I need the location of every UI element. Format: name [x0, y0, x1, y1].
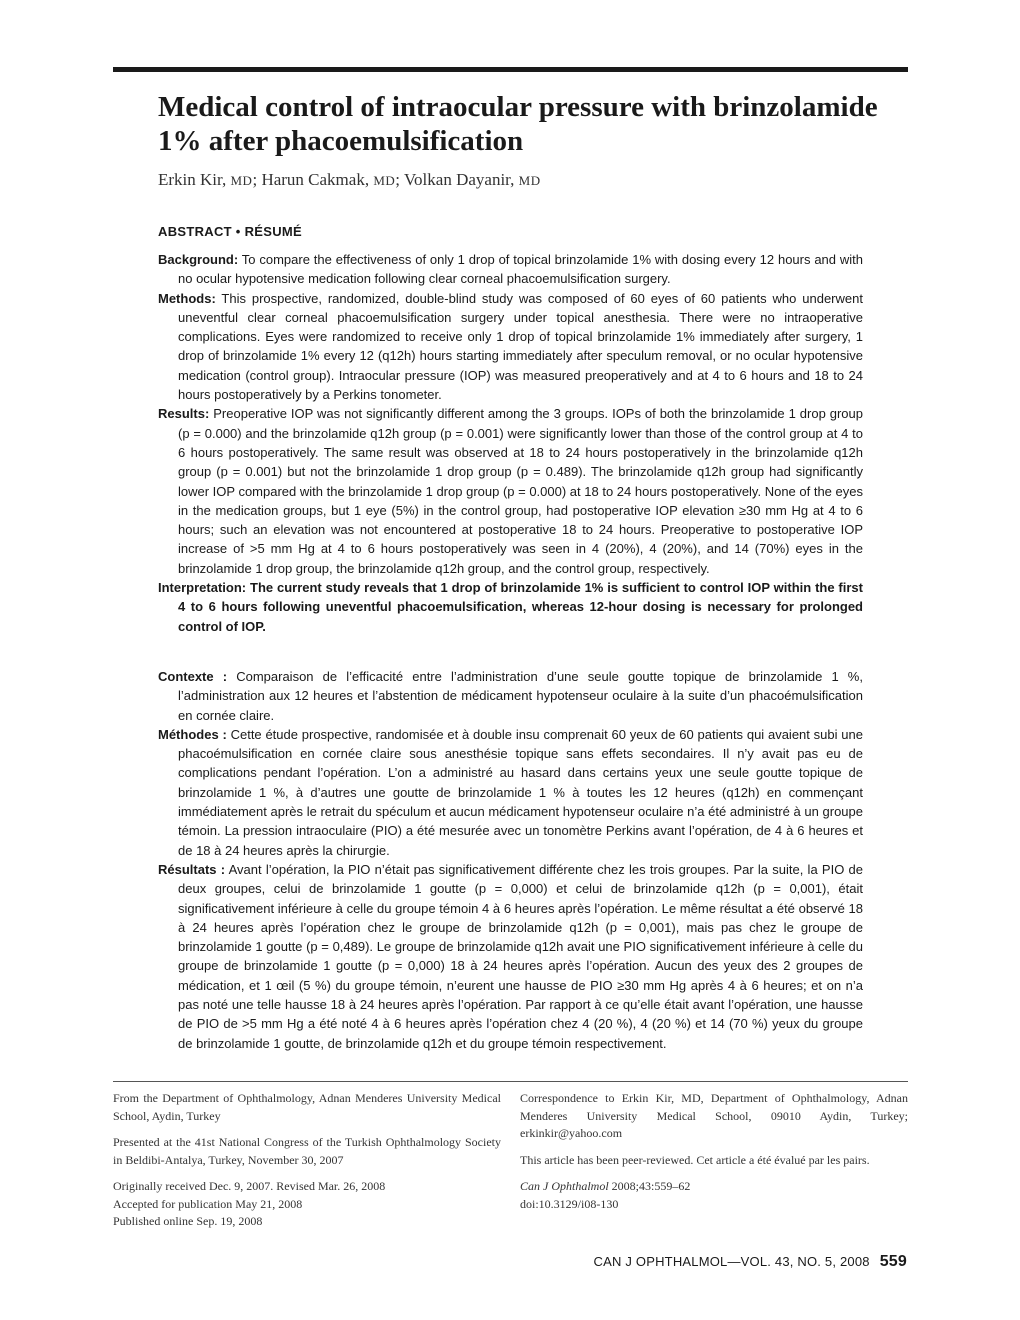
author-name: Volkan Dayanir,	[403, 170, 515, 189]
affiliation-note: From the Department of Ophthalmology, Adnan Menderes University Medical School, Aydin, Turkey	[113, 1091, 501, 1123]
section-text: Avant l’opération, la PIO n’était pas significativement différente chez les trois groupes. Par la suite, la PIO de deux groupes, celui de brinzolamide 1 goutte (p = 0,000) et celui de brinzolamide q12h (p = 0,001), était significativement inférieure à celle du groupe témoin 4 à 6 heures après l’opération. Le même résultat a été observé 18 à 24 heures après l’opération chez le groupe de brinzolamide q12h (p = 0,001), mais pas chez le groupe de brinzolamide 1 goutte (p = 0,489). Le groupe de brinzolamide q12h avait une PIO significativement inférieure à celle du groupe de brinzolamide 1 goutte (p = 0,000) 18 à 24 heures après l’opération. Aucun des yeux des 2 groupes de médication, et 1 œil (5 %) du groupe témoin, n’eurent une hausse de PIO ≥30 mm Hg après 4 à 6 heures; et on n’a pas noté une telle hausse 18 à 24 heures après l’opération. Par rapport à ce qu’elle était avant l’opération, une hausse de PIO de >5 mm Hg a été noté 4 à 6 heures après l’opération chez 4 (20 %), 4 (20 %) et 14 (70 %) yeux du groupe de brinzolamide 1 goutte, de brinzolamide q12h et du groupe témoin respectivement.	[178, 861, 863, 1051]
section-label: Méthodes :	[158, 726, 227, 742]
top-rule	[113, 67, 908, 72]
author-degree: MD	[518, 173, 541, 188]
published-date: Published online Sep. 19, 2008	[113, 1214, 263, 1228]
abstract-background	[158, 250, 863, 289]
resume-resultats	[158, 860, 863, 1053]
section-text: To compare the effectiveness of only 1 drop of topical brinzolamide 1% with dosing every 12 hours and with no ocular hypotensive medication following clear corneal phacoemulsification surgery.	[178, 252, 863, 287]
section-label: Contexte :	[158, 669, 228, 684]
resume-methodes	[158, 725, 863, 860]
author-list	[158, 170, 541, 190]
footnote-rule	[113, 1081, 908, 1082]
citation: 2008;43:559–62	[611, 1179, 691, 1193]
author-name: Harun Cakmak,	[261, 170, 370, 189]
footnotes-right	[520, 1090, 908, 1213]
page-number: 559	[879, 1253, 907, 1270]
journal-volume: CAN J OPHTHALMOL—VOL. 43, NO. 5, 2008	[593, 1254, 870, 1269]
section-text: This prospective, randomized, double-blind study was composed of 60 eyes of 60 patients who underwent uneventful clear corneal phacoemulsification surgery under topical anesthesia. There were no intraoperative complications. Eyes were randomized to receive only 1 drop of topical brinzolamide 1% immediately after surgery, 1 drop of brinzolamide 1% every 12 (q12h) hours starting immediately after speculum removal, or no ocular hypotensive medication (control group). Intraocular pressure (IOP) was measured preoperatively and at 4 to 6 hours and 18 to 24 hours postoperatively by a Perkins tonometer.	[178, 290, 863, 403]
peer-review-note: This article has been peer-reviewed. Cet article a été évalué par les pairs.	[520, 1152, 870, 1167]
author-separator: ;	[252, 170, 258, 189]
running-footer	[594, 1253, 907, 1271]
section-label: Interpretation:	[158, 580, 247, 596]
journal-abbrev: Can J Ophthalmol	[520, 1179, 609, 1193]
footnotes-left	[113, 1090, 501, 1231]
section-text: Cette étude prospective, randomisée et à double insu comprenait 60 yeux de 60 patients qui avaient subi une phacoémulsification en cornée claire sous anesthésie topique sans effets secondaires. Il n’y avait pas eu de complications pendant l’opération. L’on a administré au hasard dans certains yeux une seule goutte topique de brinzolamide 1 %, à d’autres une goutte de brinzolamide 1 % à toutes les 12 heures (q12h) en commençant immédiatement après le retrait du spéculum et aucun médicament hypotenseur oculaire n’a été administré à un groupe témoin. La pression intraoculaire (PIO) a été mesurée avec un tonomètre Perkins avant l’opération, de 4 à 6 heures et de 18 à 24 heures après la chirurgie.	[178, 726, 863, 858]
dates-note	[113, 1178, 501, 1231]
author-degree: MD	[230, 173, 253, 188]
author-name: Erkin Kir,	[158, 170, 227, 189]
abstract-heading: ABSTRACT • RÉSUMÉ	[158, 224, 302, 239]
abstract-methods	[158, 289, 863, 405]
section-label: Results:	[158, 406, 210, 422]
doi: doi:10.3129/i08-130	[520, 1196, 619, 1211]
section-label: Résultats :	[158, 861, 226, 877]
received-date: Originally received Dec. 9, 2007. Revised Mar. 26, 2008	[113, 1179, 386, 1193]
abstract-english	[158, 250, 863, 636]
accepted-date: Accepted for publication May 21, 2008	[113, 1196, 303, 1211]
resume-contexte	[158, 667, 863, 725]
author-separator: ;	[395, 170, 401, 189]
presentation-note: Presented at the 41st National Congress of the Turkish Ophthalmology Society in Beldibi-Antalya, Turkey, November 30, 2007	[113, 1135, 501, 1167]
section-text: The current study reveals that 1 drop of brinzolamide 1% is sufficient to control IOP within the first 4 to 6 hours following uneventful phacoemulsification, whereas 12-hour dosing is necessary for prolonged control of IOP.	[178, 580, 863, 634]
section-text: Comparaison de l’efficacité entre l’administration d’une seule goutte topique de brinzolamide 1 %, l’administration aux 12 heures et l’abstention de médicament hypotenseur oculaire à la suite d’un phacoémulsification en cornée claire.	[178, 669, 863, 723]
section-text: Preoperative IOP was not significantly different among the 3 groups. IOPs of both the brinzolamide 1 drop group (p = 0.000) and the brinzolamide q12h group (p = 0.001) were significantly lower than those of the control group at 4 to 6 hours postoperatively. The same result was observed at 18 to 24 hours postoperatively in the brinzolamide q12h group (p = 0.001) but not the brinzolamide 1 drop group (p = 0.489). The brinzolamide q12h group had significantly lower IOP compared with the brinzolamide 1 drop group (p = 0.000) at 18 to 24 hours postoperatively. None of the eyes in the medication groups, but 1 eye (5%) in the control group, had postoperative IOP elevation ≥30 mm Hg at 4 to 6 hours; such an elevation was not encountered at postoperative 18 to 24 hours. Preoperative to postoperative IOP increase of >5 mm Hg at 4 to 6 hours postoperatively was seen in 4 (20%), 4 (20%), and 14 (70%) eyes in the brinzolamide 1 drop group, the brinzolamide q12h group, and the control group, respectively.	[178, 406, 863, 576]
abstract-results	[158, 404, 863, 578]
section-label: Background:	[158, 252, 239, 267]
correspondence-note: Correspondence to Erkin Kir, MD, Department of Ophthalmology, Adnan Menderes University Medical School, 09010 Aydin, Turkey; erkinkir@yahoo.com	[520, 1091, 908, 1140]
article-title: Medical control of intraocular pressure with brinzolamide 1% after phacoemulsification	[158, 91, 878, 157]
author-degree: MD	[373, 173, 396, 188]
abstract-interpretation	[158, 578, 863, 636]
citation-note	[520, 1178, 908, 1213]
abstract-french	[158, 667, 863, 1053]
section-label: Methods:	[158, 290, 216, 306]
